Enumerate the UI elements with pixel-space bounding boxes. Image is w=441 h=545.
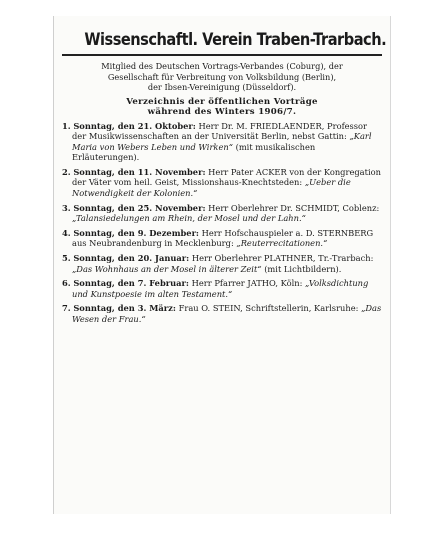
entry-number: 6. (62, 278, 71, 289)
entry-number: 1. (62, 120, 71, 131)
masthead-title: Wissenschaftl. Verein Traben-Trarbach. (84, 30, 387, 50)
entry-speaker: Herr Hofschauspieler a. D. STERNBERG aus Neubrandenburg in Mecklenburg: (72, 227, 374, 249)
entry-date: Sonntag, den 7. Februar: (73, 278, 189, 289)
entry-date: Sonntag, den 25. November: (73, 202, 206, 213)
entry-speaker: Herr Pfarrer JATHO, Köln: (191, 278, 303, 289)
lecture-list (62, 121, 382, 325)
intro-line: Mitglied des Deutschen Vortrags-Verbandes (Coburg), der (101, 61, 343, 71)
entry-date: Sonntag, den 3. März: (73, 303, 176, 314)
masthead (62, 30, 387, 56)
entry-note: (mit musikalischen Erläuterungen). (72, 141, 316, 163)
entry-title: „Karl Maria von Webers Leben und Wirken“ (72, 131, 372, 152)
lecture-entry (62, 203, 382, 224)
lecture-entry (62, 278, 382, 299)
intro-line: der Ibsen-Vereinigung (Düsseldorf). (147, 82, 297, 92)
entry-speaker: Frau O. STEIN, Schriftstellerin, Karlsruhe: (178, 303, 359, 314)
membership-intro (62, 61, 382, 93)
entry-title: „Talansiedelungen am Rhein, der Mosel und der Lahn.“ (72, 213, 306, 224)
lecture-entry (62, 303, 382, 324)
lecture-list-heading (62, 97, 382, 118)
lecture-entry (62, 253, 382, 274)
entry-note: (mit Lichtbildern). (264, 263, 342, 274)
entry-title: „Volksdichtung und Kunstpoesie im alten Testament.“ (72, 278, 369, 299)
entry-speaker: Herr Pater ACKER von der Kongregation der Väter vom heil. Geist, Missionshaus-Knechtsteden: (72, 166, 381, 188)
entry-number: 2. (62, 166, 71, 177)
newspaper-clipping (53, 16, 391, 514)
entry-title: „Ueber die Notwendigkeit der Kolonien.“ (72, 177, 351, 199)
entry-date: Sonntag, den 9. Dezember: (73, 227, 199, 238)
entry-title: „Das Wohnhaus an der Mosel in älterer Zeit“ (72, 263, 262, 274)
entry-number: 7. (62, 303, 71, 314)
entry-date: Sonntag, den 21. Oktober: (73, 120, 196, 131)
entry-speaker: Herr Oberlehrer Dr. SCHMIDT, Coblenz: (208, 202, 380, 213)
entry-title: „Reuterrecitationen.“ (236, 238, 328, 249)
lecture-entry (62, 228, 382, 249)
entry-speaker: Herr Dr. M. FRIEDLAENDER, Professor der Musikwissenschaften an der Universität Berlin, nebst Gattin: (72, 120, 368, 142)
entry-number: 3. (62, 202, 71, 213)
entry-number: 4. (62, 227, 71, 238)
lecture-entry (62, 167, 382, 199)
entry-title: „Das Wesen der Frau.“ (72, 303, 382, 324)
intro-line: Gesellschaft für Verbreitung von Volksbildung (Berlin), (107, 71, 337, 82)
entry-date: Sonntag, den 20. Januar: (73, 253, 190, 264)
entry-number: 5. (62, 253, 71, 264)
heading-line: während des Winters 1906/7. (147, 107, 297, 117)
entry-date: Sonntag, den 11. November: (73, 166, 206, 177)
lecture-entry (62, 121, 382, 163)
heading-line: Verzeichnis der öffentlichen Vorträge (126, 96, 318, 107)
entry-speaker: Herr Oberlehrer PLATHNER, Tr.-Trarbach: (191, 253, 374, 264)
